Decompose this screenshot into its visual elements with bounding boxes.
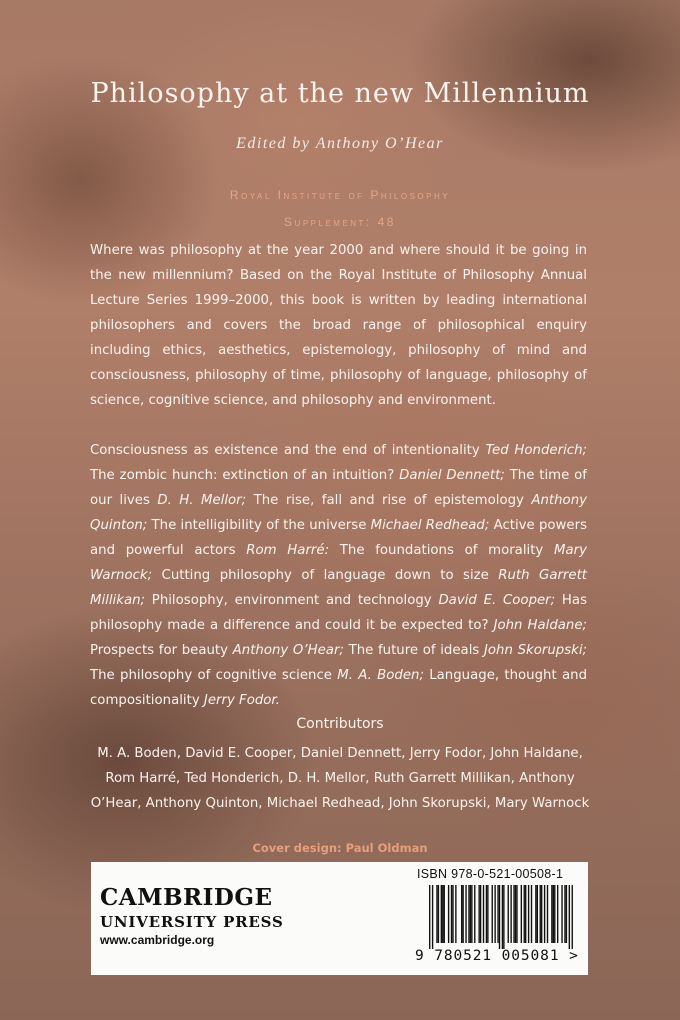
- barcode-bar: [554, 885, 555, 943]
- barcode-bar: [448, 885, 449, 943]
- barcode-bar: [461, 885, 462, 943]
- barcode-bar: [471, 885, 472, 943]
- barcode-bar: [535, 885, 536, 943]
- barcode-bars: [429, 885, 573, 949]
- barcode-bar: [465, 885, 466, 943]
- book-title: Philosophy at the new Millennium: [90, 78, 590, 109]
- lecture-list: [90, 438, 587, 713]
- book-description: Where was philosophy at the year 2000 and where should it be going in the new millennium? Based on the Royal Institute of Philosophy Annual Lecture Series 1999–2000, this book is written by leading international philosophers and covers the broad range of philosophical enquiry including ethics, aesthetics, epistemology, philosophy of mind and consciousness, philosophy of time, philosophy of language, philosophy of science, cognitive science, and philosophy and environment.: [90, 243, 587, 408]
- lecture-author: Anthony O’Hear;: [232, 643, 344, 658]
- editor-credit: Edited by Anthony O’Hear: [236, 135, 444, 152]
- lecture-author: Ruth Garrett Millikan;: [90, 568, 588, 608]
- lecture-author: Anthony Quinton;: [90, 493, 587, 533]
- barcode-digits: 9 780521 005081 >: [415, 948, 579, 964]
- barcode-bar: [442, 885, 443, 943]
- barcode-bar: [480, 885, 481, 943]
- barcode-bar: [487, 885, 488, 943]
- lecture-topic: Has philosophy made a difference and could it be expected to?: [90, 593, 587, 633]
- barcode-bar: [470, 885, 471, 943]
- barcode-bar: [452, 885, 453, 943]
- series-number: Supplement: 48: [284, 215, 396, 229]
- publisher-url: www.cambridge.org: [100, 933, 215, 947]
- lecture-topic: The future of ideals: [348, 643, 484, 658]
- lecture-topic: Active powers and powerful actors: [90, 518, 587, 558]
- lecture-author: John Skorupski;: [484, 643, 587, 658]
- publisher-barcode-panel: [91, 862, 588, 975]
- lecture-topic: Prospects for beauty: [90, 643, 233, 658]
- barcode-bar: [462, 885, 463, 943]
- barcode-bar: [528, 885, 529, 943]
- barcode-bar: [497, 885, 498, 943]
- lecture-author: Rom Harré:: [246, 543, 330, 558]
- lecture-topic: Cutting philosophy of language down to size: [161, 568, 499, 583]
- barcode-bar: [451, 885, 452, 943]
- series-name: Royal Institute of Philosophy: [229, 188, 451, 202]
- barcode-bar: [438, 885, 439, 943]
- barcode-bar: [441, 885, 442, 943]
- lecture-author: Michael Redhead;: [370, 518, 490, 533]
- lecture-topic: The rise, fall and rise of epistemology: [253, 493, 532, 508]
- contributors-heading: Contributors: [296, 716, 384, 732]
- barcode-bar: [516, 885, 517, 943]
- lecture-author: Jerry Fodor.: [203, 693, 280, 708]
- lecture-author: David E. Cooper;: [438, 593, 556, 608]
- barcode-bar: [524, 885, 525, 943]
- lecture-topic: Consciousness as existence and the end of intentionality: [90, 443, 486, 458]
- barcode-bar: [513, 885, 514, 943]
- lecture-topic: The philosophy of cognitive science: [90, 668, 338, 683]
- barcode-bar: [566, 885, 567, 943]
- barcode-bar: [515, 885, 516, 943]
- isbn-label: ISBN 978-0-521-00508-1: [417, 867, 564, 881]
- barcode-bar: [499, 885, 500, 949]
- barcode-bar: [503, 885, 504, 949]
- lecture-topic: The zombic hunch: extinction of an intuition?: [90, 468, 400, 483]
- barcode-bar: [525, 885, 526, 943]
- barcode-bar: [492, 885, 493, 943]
- lecture-topic: The time of our lives: [90, 468, 587, 508]
- barcode-bar: [572, 885, 573, 949]
- lecture-author: Mary Warnock;: [90, 543, 587, 583]
- barcode-bar: [564, 885, 565, 943]
- barcode-bar: [521, 885, 522, 943]
- barcode-bar: [455, 885, 456, 943]
- cover-design-credit: Cover design: Paul Oldman: [252, 841, 428, 855]
- barcode-bar: [547, 885, 548, 943]
- barcode-bar: [474, 885, 475, 943]
- lecture-topic: Language, thought and compositionality: [90, 668, 588, 708]
- barcode-bar: [553, 885, 554, 943]
- barcode-bar: [502, 885, 503, 949]
- barcode-bar: [432, 885, 433, 949]
- barcode-bar: [557, 885, 558, 943]
- barcode-bar: [508, 885, 509, 943]
- barcode-bar: [544, 885, 545, 943]
- barcode-bar: [468, 885, 469, 943]
- barcode-bar: [483, 885, 484, 943]
- barcode-bar: [429, 885, 430, 949]
- lecture-author: D. H. Mellor;: [157, 493, 247, 508]
- lecture-author: Daniel Dennett;: [399, 468, 505, 483]
- lecture-topic: The intelligibility of the universe: [151, 518, 371, 533]
- barcode-bar: [531, 885, 532, 943]
- contributors-list: M. A. Boden, David E. Cooper, Daniel Dennett, Jerry Fodor, John Haldane, Rom Harré, Ted Honderich, D. H. Mellor, Ruth Garrett Millikan, Anthony O’Hear, Anthony Quinton, Michael Redhead, John Skorupski, Mary Warnock: [90, 746, 590, 811]
- barcode-bar: [537, 885, 538, 943]
- barcode-bar: [510, 885, 511, 943]
- barcode-bar: [486, 885, 487, 943]
- barcode-bar: [551, 885, 552, 943]
- barcode-bar: [436, 885, 437, 943]
- lecture-topic: The foundations of morality: [339, 543, 555, 558]
- barcode-bar: [569, 885, 570, 949]
- lecture-topic: Philosophy, environment and technology: [151, 593, 439, 608]
- barcode-bar: [444, 885, 445, 943]
- barcode-bar: [494, 885, 495, 943]
- barcode-bar: [541, 885, 542, 943]
- barcode-bar: [540, 885, 541, 943]
- lecture-author: M. A. Boden;: [337, 668, 424, 683]
- lecture-author: John Haldane;: [493, 618, 588, 633]
- barcode-bar: [561, 885, 562, 943]
- barcode: [429, 885, 573, 949]
- publisher-logo-subname: UNIVERSITY PRESS: [100, 913, 284, 931]
- lecture-author: Ted Honderich;: [485, 443, 587, 458]
- publisher-logo-name: CAMBRIDGE: [100, 884, 273, 911]
- barcode-bar: [478, 885, 479, 943]
